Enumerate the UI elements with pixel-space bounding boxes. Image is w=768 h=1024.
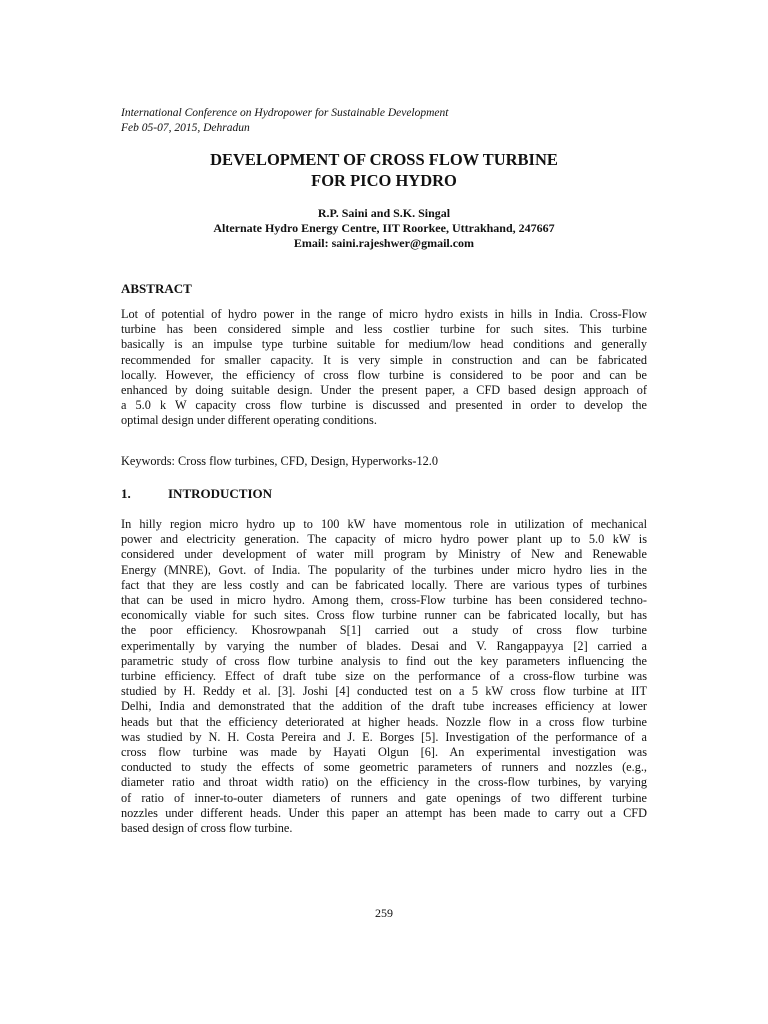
text-line: that can be used in micro hydro. Among them, cross-Flow turbine has been considered techno- [121, 593, 647, 608]
page-number: 259 [375, 906, 393, 920]
conference-date-place: Feb 05-07, 2015, Dehradun [121, 122, 250, 134]
text-line: studied by H. Reddy et al. [3]. Joshi [4] conducted test on a 5 kW cross flow turbine at IIT [121, 684, 647, 699]
text-line: parametric study of cross flow turbine analysis to find out the key parameters influencing the [121, 653, 647, 668]
conference-header [121, 106, 448, 136]
title-line-2: FOR PICO HYDRO [311, 171, 457, 190]
title-line-1: DEVELOPMENT OF CROSS FLOW TURBINE [210, 150, 558, 169]
text-line: fact that they are less costly and can be fabricated locally. There are various types of turbines [121, 577, 647, 592]
text-line: economically viable for such sites. Cross flow turbine runner can be fabricated locally, but has [121, 608, 647, 623]
conference-name: International Conference on Hydropower for Sustainable Development [121, 107, 449, 119]
text-line: experimentally by varying the number of blades. Desai and V. Rangappayya [2] carried a [121, 638, 647, 653]
abstract-heading: ABSTRACT [121, 281, 192, 296]
text-line: considered under development of water mill program by Ministry of New and Renewable [121, 547, 647, 562]
text-line: optimal design under different operating conditions. [121, 413, 377, 428]
introduction-paragraph [121, 517, 647, 836]
text-line: recommended for smaller capacity. It is very simple in construction and can be fabricated [121, 352, 647, 367]
text-line: a 5.0 k W capacity cross flow turbine is discussed and presented in order to develop the [121, 398, 647, 413]
text-line: Lot of potential of hydro power in the range of micro hydro exists in hills in India. Cross-Flow [121, 307, 647, 321]
text-line: based design of cross flow turbine. [121, 821, 293, 836]
text-line: enhanced by doing suitable design. Under the present paper, a CFD based design approach of [121, 383, 647, 398]
paper-title [0, 149, 768, 191]
keywords: Keywords: Cross flow turbines, CFD, Design, Hyperworks-12.0 [121, 454, 438, 468]
abstract-paragraph [121, 307, 647, 429]
section-title: INTRODUCTION [168, 486, 273, 501]
text-line: locally. However, the efficiency of cross flow turbine is considered to be poor and can be [121, 367, 647, 382]
text-line: turbine has been considered simple and less costlier turbine for such sites. This turbine [121, 322, 647, 337]
author-block [0, 206, 768, 251]
author-names: R.P. Saini and S.K. Singal [317, 206, 451, 220]
text-line: cross flow turbine was made by Hayati Olgun [6]. An experimental investigation was [121, 745, 647, 760]
text-line: the poor efficiency. Khosrowpanah S[1] carried out a study of cross flow turbine [121, 623, 647, 638]
introduction-heading [121, 486, 272, 502]
text-line: heads but that the efficiency deteriorated at higher heads. Nozzle flow in a cross flow turbine [121, 714, 647, 729]
text-line: was studied by N. H. Costa Pereira and J. E. Borges [5]. Investigation of the performance of a [121, 729, 647, 744]
text-line: Energy (MNRE), Govt. of India. The popularity of the turbines under micro hydro lies in the [121, 562, 647, 577]
section-number: 1. [121, 486, 131, 501]
text-line: of ratio of inner-to-outer diameters of runners and gate openings of two different turbine [121, 790, 647, 805]
text-line: conducted to study the effects of some geometric parameters of runners and nozzles (e.g., [121, 760, 647, 775]
author-email: Email: saini.rajeshwer@gmail.com [293, 236, 475, 250]
text-line: nozzles under different heads. Under this paper an attempt has been made to carry out a CFD [121, 805, 647, 820]
text-line: basically is an impulse type turbine suitable for medium/low head conditions and generally [121, 337, 647, 352]
text-line: In hilly region micro hydro up to 100 kW have momentous role in utilization of mechanical [121, 517, 647, 531]
text-line: power and electricity generation. The capacity of micro hydro power plant up to 5.0 kW is [121, 532, 647, 547]
author-affiliation: Alternate Hydro Energy Centre, IIT Roorkee, Uttrakhand, 247667 [213, 221, 555, 235]
text-line: diameter ratio and throat width ratio) on the efficiency in the cross-flow turbines, by varying [121, 775, 647, 790]
text-line: turbine efficiency. Effect of draft tube size on the performance of a cross-flow turbine was [121, 669, 647, 684]
text-line: Delhi, India and demonstrated that the addition of the draft tube increases efficiency at lower [121, 699, 647, 714]
